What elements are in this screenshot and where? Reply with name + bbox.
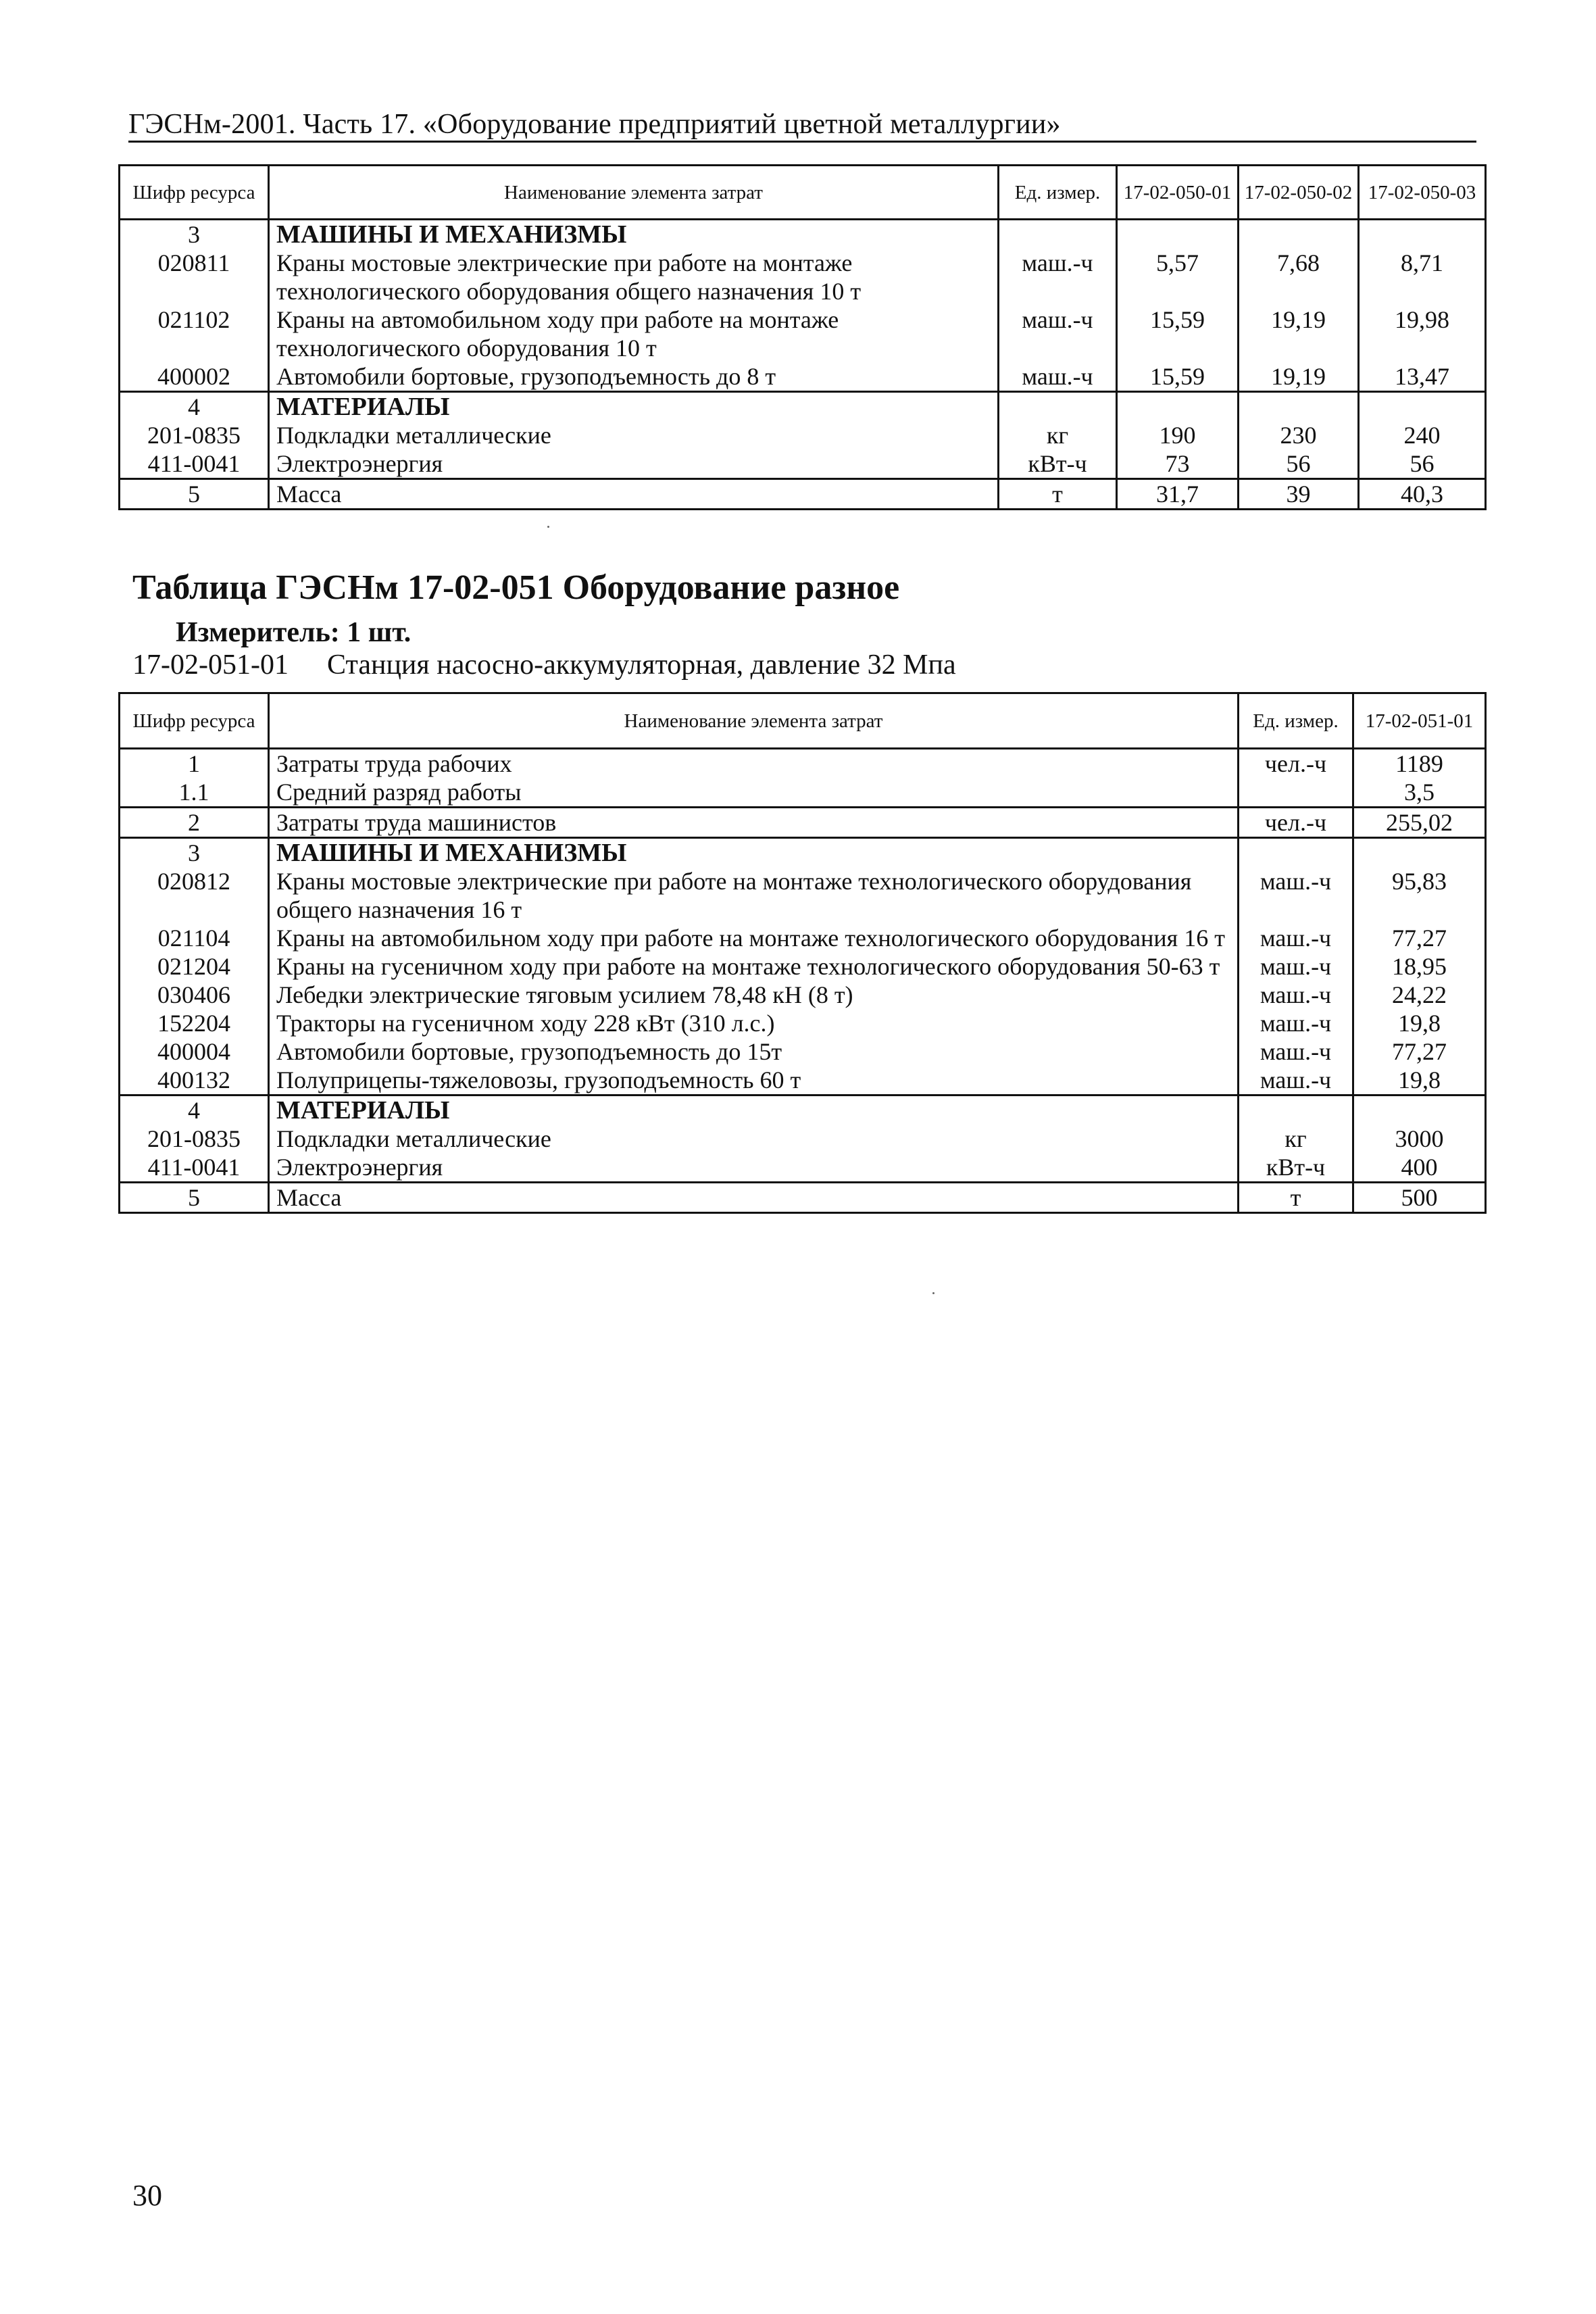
resource-name: Краны на автомобильном ходу при работе на монтаже технологического оборудования 16 т [269, 924, 1239, 952]
table-row [120, 867, 1486, 924]
norm-value: 3,5 [1353, 778, 1486, 808]
norm-value-1: 190 [1117, 421, 1239, 449]
col-header-norm-3: 17-02-050-03 [1359, 166, 1486, 220]
table-row [120, 1125, 1486, 1153]
resource-unit: маш.-ч [1239, 981, 1353, 1009]
col-header-unit: Ед. измер. [1239, 693, 1353, 749]
resource-name: Полуприцепы-тяжеловозы, грузоподъемность 60 т [269, 1066, 1239, 1096]
section-code: 4 [120, 1096, 269, 1125]
resource-code: 021104 [120, 924, 269, 952]
col-header-norm: 17-02-051-01 [1353, 693, 1486, 749]
resource-unit: кВт-ч [999, 449, 1117, 479]
mass-code: 5 [120, 479, 269, 510]
table-row [120, 449, 1486, 479]
section-header [120, 220, 1486, 249]
norm-value-1: 73 [1117, 449, 1239, 479]
norm-value: 19,8 [1353, 1066, 1486, 1096]
resource-name: Автомобили бортовые, грузоподъемность до 8 т [269, 362, 999, 392]
section-title: МАШИНЫ И МЕХАНИЗМЫ [269, 220, 999, 249]
table-row [120, 1037, 1486, 1066]
resource-code: 021102 [120, 305, 269, 362]
norm-value-3: 19,98 [1359, 305, 1486, 362]
norm-value: 1189 [1353, 749, 1486, 779]
resource-unit: маш.-ч [999, 305, 1117, 362]
resource-code: 411-0041 [120, 1153, 269, 1183]
norm-value: 95,83 [1353, 867, 1486, 924]
resource-code: 020811 [120, 249, 269, 305]
resource-table-050 [118, 164, 1487, 510]
resource-name: Тракторы на гусеничном ходу 228 кВт (310 л.с.) [269, 1009, 1239, 1037]
resource-name: Краны мостовые электрические при работе на монтаже технологического оборудования общего назначения 10 т [269, 249, 999, 305]
resource-name: Краны на автомобильном ходу при работе на монтаже технологического оборудования 10 т [269, 305, 999, 362]
resource-table-051 [118, 692, 1487, 1214]
norm-value: 24,22 [1353, 981, 1486, 1009]
resource-name: Автомобили бортовые, грузоподъемность до 15т [269, 1037, 1239, 1066]
resource-code: 1.1 [120, 778, 269, 808]
resource-name: Затраты труда машинистов [269, 808, 1239, 838]
resource-name: Затраты труда рабочих [269, 749, 1239, 779]
table-row [120, 249, 1486, 305]
section-code: 3 [120, 838, 269, 868]
norm-value: 255,02 [1353, 808, 1486, 838]
norm-value: 77,27 [1353, 1037, 1486, 1066]
table-row [120, 981, 1486, 1009]
mass-label: Масса [269, 1183, 1239, 1213]
resource-name: Краны мостовые электрические при работе на монтаже технологического оборудования общего назначения 16 т [269, 867, 1239, 924]
resource-code: 400004 [120, 1037, 269, 1066]
table-row [120, 808, 1486, 838]
section-title: МАШИНЫ И МЕХАНИЗМЫ [269, 838, 1239, 868]
table-row [120, 1009, 1486, 1037]
measure-unit: Измеритель: 1 шт. [176, 617, 412, 648]
table-row [120, 1153, 1486, 1183]
resource-code: 400002 [120, 362, 269, 392]
resource-unit: маш.-ч [1239, 952, 1353, 981]
norm-value-2: 230 [1239, 421, 1359, 449]
col-header-unit: Ед. измер. [999, 166, 1117, 220]
section-title: МАТЕРИАЛЫ [269, 1096, 1239, 1125]
resource-code: 152204 [120, 1009, 269, 1037]
resource-name: Электроэнергия [269, 1153, 1239, 1183]
col-header-norm-2: 17-02-050-02 [1239, 166, 1359, 220]
resource-unit: кг [999, 421, 1117, 449]
norm-name: Станция насосно-аккумуляторная, давление 32 Мпа [327, 649, 956, 681]
resource-unit [1239, 778, 1353, 808]
mass-label: Масса [269, 479, 999, 510]
norm-code: 17-02-051-01 [132, 649, 289, 681]
scan-speck [932, 1292, 934, 1294]
table-row [120, 952, 1486, 981]
mass-value-1: 31,7 [1117, 479, 1239, 510]
norm-value-3: 8,71 [1359, 249, 1486, 305]
resource-code: 030406 [120, 981, 269, 1009]
norm-value-3: 240 [1359, 421, 1486, 449]
table-row [120, 1066, 1486, 1096]
page-number: 30 [132, 2179, 162, 2212]
norm-value-2: 7,68 [1239, 249, 1359, 305]
norm-value: 18,95 [1353, 952, 1486, 981]
resource-unit: маш.-ч [1239, 1066, 1353, 1096]
col-header-code: Шифр ресурса [120, 166, 269, 220]
resource-name: Краны на гусеничном ходу при работе на монтаже технологического оборудования 50-63 т [269, 952, 1239, 981]
resource-unit: маш.-ч [999, 362, 1117, 392]
resource-name: Средний разряд работы [269, 778, 1239, 808]
norm-value-3: 13,47 [1359, 362, 1486, 392]
section-title: МАТЕРИАЛЫ [269, 392, 999, 422]
table-row [120, 362, 1486, 392]
mass-row [120, 479, 1486, 510]
norm-value-1: 15,59 [1117, 362, 1239, 392]
page-header: ГЭСНм-2001. Часть 17. «Оборудование предприятий цветной металлургии» [128, 109, 1061, 140]
table-row [120, 778, 1486, 808]
resource-code: 411-0041 [120, 449, 269, 479]
mass-unit: т [999, 479, 1117, 510]
col-header-norm-1: 17-02-050-01 [1117, 166, 1239, 220]
norm-value-3: 56 [1359, 449, 1486, 479]
mass-value: 500 [1353, 1183, 1486, 1213]
header-rule [128, 141, 1476, 143]
norm-value-2: 19,19 [1239, 305, 1359, 362]
section-header [120, 1096, 1486, 1125]
resource-unit: кВт-ч [1239, 1153, 1353, 1183]
section-code: 4 [120, 392, 269, 422]
resource-unit: кг [1239, 1125, 1353, 1153]
mass-row [120, 1183, 1486, 1213]
col-header-name: Наименование элемента затрат [269, 693, 1239, 749]
norm-value-1: 5,57 [1117, 249, 1239, 305]
resource-code: 2 [120, 808, 269, 838]
norm-value-2: 56 [1239, 449, 1359, 479]
norm-value: 3000 [1353, 1125, 1486, 1153]
norm-value: 19,8 [1353, 1009, 1486, 1037]
resource-code: 201-0835 [120, 1125, 269, 1153]
resource-unit: маш.-ч [1239, 924, 1353, 952]
resource-name: Подкладки металлические [269, 1125, 1239, 1153]
resource-code: 021204 [120, 952, 269, 981]
resource-unit: маш.-ч [1239, 867, 1353, 924]
resource-unit: маш.-ч [1239, 1009, 1353, 1037]
col-header-code: Шифр ресурса [120, 693, 269, 749]
norm-value-2: 19,19 [1239, 362, 1359, 392]
section-header [120, 838, 1486, 868]
resource-name: Подкладки металлические [269, 421, 999, 449]
resource-unit: чел.-ч [1239, 808, 1353, 838]
resource-code: 400132 [120, 1066, 269, 1096]
resource-unit: чел.-ч [1239, 749, 1353, 779]
table-row [120, 305, 1486, 362]
mass-value-2: 39 [1239, 479, 1359, 510]
norm-value-1: 15,59 [1117, 305, 1239, 362]
section-header [120, 392, 1486, 422]
resource-name: Электроэнергия [269, 449, 999, 479]
section-code: 3 [120, 220, 269, 249]
norm-value: 77,27 [1353, 924, 1486, 952]
resource-code: 1 [120, 749, 269, 779]
mass-unit: т [1239, 1183, 1353, 1213]
resource-unit: маш.-ч [999, 249, 1117, 305]
col-header-name: Наименование элемента затрат [269, 166, 999, 220]
table-row [120, 924, 1486, 952]
mass-value-3: 40,3 [1359, 479, 1486, 510]
resource-code: 020812 [120, 867, 269, 924]
mass-code: 5 [120, 1183, 269, 1213]
table-row [120, 749, 1486, 779]
norm-value: 400 [1353, 1153, 1486, 1183]
table-title: Таблица ГЭСНм 17-02-051 Оборудование разное [132, 568, 900, 607]
resource-code: 201-0835 [120, 421, 269, 449]
resource-name: Лебедки электрические тяговым усилием 78,48 кН (8 т) [269, 981, 1239, 1009]
resource-unit: маш.-ч [1239, 1037, 1353, 1066]
scan-speck [547, 526, 549, 528]
table-row [120, 421, 1486, 449]
